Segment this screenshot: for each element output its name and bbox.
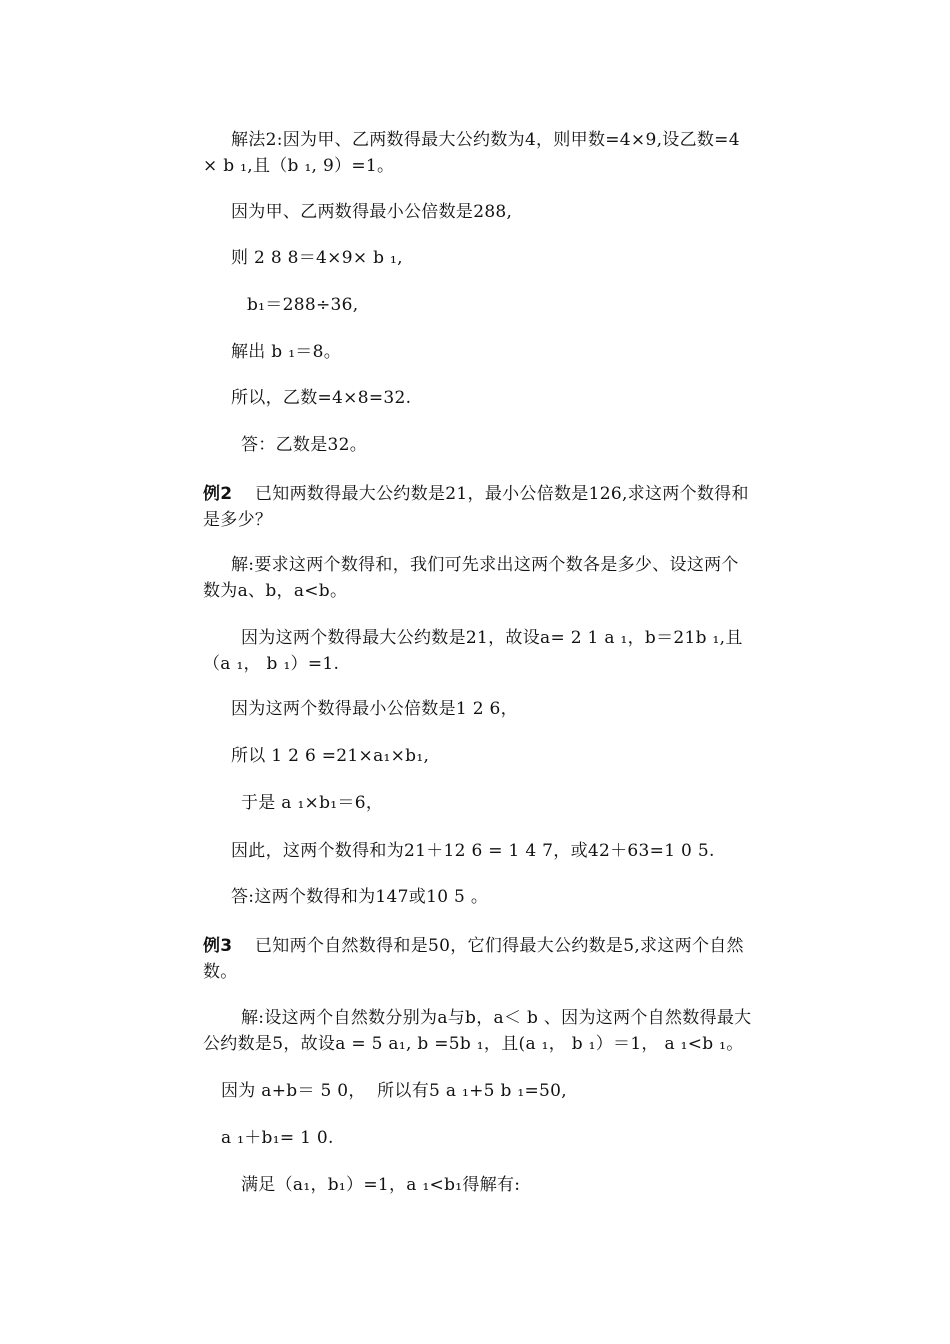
equation-288: 则 2 8 8＝4×9× b ₁, [231,248,403,268]
therefore-b: 所以，乙数=4×8=32. [231,388,412,408]
answer-1: 答：乙数是32。 [241,435,368,455]
example-3-question-line-2: 数。 [203,962,238,982]
equation-b1-division: b₁＝288÷36, [247,295,359,315]
answer-2: 答:这两个数得和为147或10 5 。 [231,887,489,907]
example-2-question-line-2: 是多少？ [203,510,273,530]
solution2-line-1: 解法2:因为甲、乙两数得最大公约数为4，则甲数=4×9,设乙数=4 [231,130,740,150]
example-2-solution-line-2: 数为a、b，a<b。 [203,581,348,601]
gcd-setup-line-1: 因为这两个数得最大公约数是21，故设a= 2 1 a ₁，b＝21b ₁,且 [241,628,743,648]
satisfy-conditions: 满足（a₁，b₁）=1，a ₁<b₁得解有: [241,1175,521,1195]
sum-equation-50: 因为 a+b＝ 5 0， 所以有5 a ₁+5 b ₁=50, [221,1081,567,1101]
example-2-question-line-1: 已知两数得最大公约数是21，最小公倍数是126,求这两个数得和 [255,484,749,504]
gcd-setup-line-2: （a ₁， b ₁）=1. [203,654,340,674]
sum-results: 因此，这两个数得和为21＋12 6 = 1 4 7，或42＋63=1 0 5. [231,841,715,861]
example-3-question-line-1: 已知两个自然数得和是50，它们得最大公约数是5,求这两个自然 [255,936,744,956]
example-2-label: 例2 [203,484,233,504]
solution2-line-2: × b ₁,且（b ₁, 9）=1。 [203,156,395,176]
product-equation: 于是 a ₁×b₁＝6， [241,793,384,813]
lcm-statement: 因为甲、乙两数得最小公倍数是288, [231,202,513,222]
sum-equation-10: a ₁＋b₁= 1 0. [221,1128,334,1148]
example-2-solution-line-1: 解:要求这两个数得和，我们可先求出这两个数各是多少、设这两个 [231,555,739,575]
example-3-solution-line-2: 公约数是5，故设a = 5 a₁, b =5b ₁，且(a ₁， b ₁）＝1， a ₁<b ₁。 [203,1034,744,1054]
example-3-solution-line-1: 解:设这两个自然数分别为a与b，a＜ b 、因为这两个自然数得最大 [241,1008,752,1028]
example-3-label: 例3 [203,936,233,956]
equation-126: 所以 1 2 6 =21×a₁×b₁, [231,746,430,766]
solve-b1: 解出 b ₁＝8。 [231,342,342,362]
lcm-126-statement: 因为这两个数得最小公倍数是1 2 6， [231,699,518,719]
